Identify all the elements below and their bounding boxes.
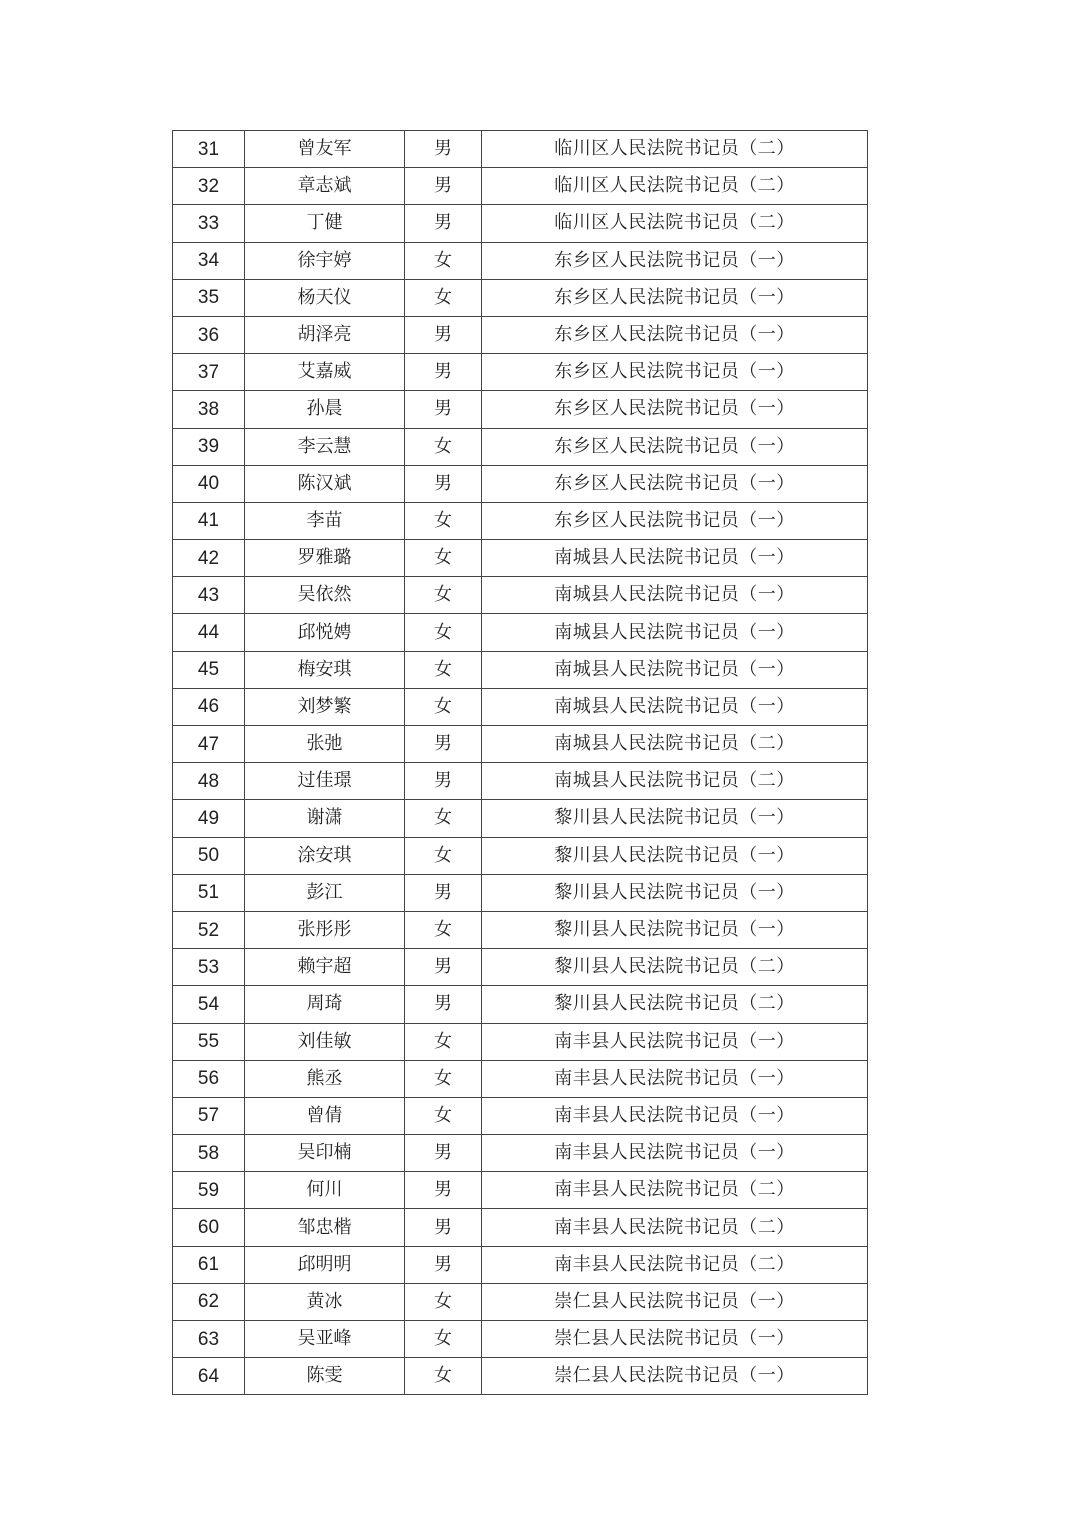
gender-cell: 男: [405, 354, 482, 391]
table-row: [173, 911, 868, 948]
position-cell: 东乡区人民法院书记员（一）: [482, 354, 868, 391]
table-row: [173, 986, 868, 1023]
table-row: [173, 279, 868, 316]
position-cell: 东乡区人民法院书记员（一）: [482, 428, 868, 465]
table-row: [173, 726, 868, 763]
person-name-cell: 丁健: [245, 205, 405, 242]
person-name-cell: 刘佳敏: [245, 1023, 405, 1060]
gender-cell: 女: [405, 279, 482, 316]
table-row: [173, 614, 868, 651]
row-number-cell: 53: [173, 949, 245, 986]
gender-cell: 男: [405, 874, 482, 911]
person-name-cell: 吴印楠: [245, 1135, 405, 1172]
person-name-cell: 曾友军: [245, 131, 405, 168]
gender-cell: 男: [405, 131, 482, 168]
table-row: [173, 1023, 868, 1060]
row-number-cell: 48: [173, 763, 245, 800]
gender-cell: 男: [405, 205, 482, 242]
position-cell: 黎川县人民法院书记员（一）: [482, 800, 868, 837]
table-row: [173, 428, 868, 465]
gender-cell: 男: [405, 1246, 482, 1283]
position-cell: 临川区人民法院书记员（二）: [482, 131, 868, 168]
position-cell: 黎川县人民法院书记员（一）: [482, 837, 868, 874]
table-row: [173, 874, 868, 911]
position-cell: 黎川县人民法院书记员（二）: [482, 949, 868, 986]
position-cell: 南城县人民法院书记员（一）: [482, 540, 868, 577]
gender-cell: 男: [405, 168, 482, 205]
person-name-cell: 艾嘉威: [245, 354, 405, 391]
table-row: [173, 1321, 868, 1358]
table-row: [173, 800, 868, 837]
gender-cell: 女: [405, 1023, 482, 1060]
table-row: [173, 465, 868, 502]
position-cell: 临川区人民法院书记员（二）: [482, 168, 868, 205]
person-name-cell: 谢潇: [245, 800, 405, 837]
table-row: [173, 1097, 868, 1134]
table-row: [173, 837, 868, 874]
person-name-cell: 徐宇婷: [245, 242, 405, 279]
position-cell: 黎川县人民法院书记员（一）: [482, 874, 868, 911]
table-row: [173, 242, 868, 279]
row-number-cell: 64: [173, 1358, 245, 1395]
gender-cell: 女: [405, 1321, 482, 1358]
gender-cell: 男: [405, 763, 482, 800]
person-name-cell: 胡泽亮: [245, 316, 405, 353]
row-number-cell: 39: [173, 428, 245, 465]
roster-table: [172, 130, 868, 1395]
gender-cell: 男: [405, 391, 482, 428]
table-row: [173, 651, 868, 688]
person-name-cell: 张彤彤: [245, 911, 405, 948]
gender-cell: 女: [405, 1060, 482, 1097]
person-name-cell: 彭江: [245, 874, 405, 911]
row-number-cell: 36: [173, 316, 245, 353]
table-row: [173, 540, 868, 577]
row-number-cell: 63: [173, 1321, 245, 1358]
row-number-cell: 51: [173, 874, 245, 911]
table-row: [173, 577, 868, 614]
table-row: [173, 1172, 868, 1209]
person-name-cell: 陈雯: [245, 1358, 405, 1395]
position-cell: 南城县人民法院书记员（一）: [482, 614, 868, 651]
row-number-cell: 41: [173, 502, 245, 539]
row-number-cell: 31: [173, 131, 245, 168]
position-cell: 南丰县人民法院书记员（一）: [482, 1023, 868, 1060]
gender-cell: 女: [405, 911, 482, 948]
position-cell: 南丰县人民法院书记员（二）: [482, 1172, 868, 1209]
position-cell: 崇仁县人民法院书记员（一）: [482, 1283, 868, 1320]
position-cell: 东乡区人民法院书记员（一）: [482, 502, 868, 539]
position-cell: 黎川县人民法院书记员（二）: [482, 986, 868, 1023]
person-name-cell: 章志斌: [245, 168, 405, 205]
gender-cell: 女: [405, 837, 482, 874]
person-name-cell: 邱悦娉: [245, 614, 405, 651]
person-name-cell: 刘梦繁: [245, 688, 405, 725]
gender-cell: 女: [405, 1283, 482, 1320]
table-row: [173, 688, 868, 725]
position-cell: 南丰县人民法院书记员（一）: [482, 1097, 868, 1134]
roster-body: [173, 131, 868, 1395]
position-cell: 黎川县人民法院书记员（一）: [482, 911, 868, 948]
row-number-cell: 61: [173, 1246, 245, 1283]
gender-cell: 女: [405, 428, 482, 465]
position-cell: 南城县人民法院书记员（一）: [482, 577, 868, 614]
row-number-cell: 47: [173, 726, 245, 763]
person-name-cell: 罗雅璐: [245, 540, 405, 577]
table-row: [173, 502, 868, 539]
position-cell: 东乡区人民法院书记员（一）: [482, 465, 868, 502]
row-number-cell: 60: [173, 1209, 245, 1246]
row-number-cell: 62: [173, 1283, 245, 1320]
gender-cell: 男: [405, 465, 482, 502]
position-cell: 南城县人民法院书记员（二）: [482, 726, 868, 763]
position-cell: 南丰县人民法院书记员（一）: [482, 1135, 868, 1172]
gender-cell: 女: [405, 651, 482, 688]
row-number-cell: 52: [173, 911, 245, 948]
gender-cell: 男: [405, 986, 482, 1023]
table-row: [173, 168, 868, 205]
row-number-cell: 34: [173, 242, 245, 279]
row-number-cell: 57: [173, 1097, 245, 1134]
person-name-cell: 涂安琪: [245, 837, 405, 874]
row-number-cell: 45: [173, 651, 245, 688]
person-name-cell: 周琦: [245, 986, 405, 1023]
row-number-cell: 33: [173, 205, 245, 242]
gender-cell: 女: [405, 502, 482, 539]
row-number-cell: 49: [173, 800, 245, 837]
table-row: [173, 1135, 868, 1172]
position-cell: 东乡区人民法院书记员（一）: [482, 279, 868, 316]
person-name-cell: 赖宇超: [245, 949, 405, 986]
person-name-cell: 邹忠楷: [245, 1209, 405, 1246]
gender-cell: 女: [405, 688, 482, 725]
table-row: [173, 354, 868, 391]
position-cell: 崇仁县人民法院书记员（一）: [482, 1358, 868, 1395]
row-number-cell: 38: [173, 391, 245, 428]
person-name-cell: 杨天仪: [245, 279, 405, 316]
row-number-cell: 44: [173, 614, 245, 651]
gender-cell: 男: [405, 1172, 482, 1209]
table-row: [173, 1283, 868, 1320]
table-row: [173, 1358, 868, 1395]
person-name-cell: 梅安琪: [245, 651, 405, 688]
table-row: [173, 1246, 868, 1283]
position-cell: 南城县人民法院书记员（一）: [482, 651, 868, 688]
gender-cell: 男: [405, 1135, 482, 1172]
row-number-cell: 46: [173, 688, 245, 725]
person-name-cell: 黄冰: [245, 1283, 405, 1320]
row-number-cell: 55: [173, 1023, 245, 1060]
gender-cell: 男: [405, 1209, 482, 1246]
row-number-cell: 50: [173, 837, 245, 874]
row-number-cell: 40: [173, 465, 245, 502]
position-cell: 东乡区人民法院书记员（一）: [482, 242, 868, 279]
table-row: [173, 763, 868, 800]
person-name-cell: 张弛: [245, 726, 405, 763]
row-number-cell: 43: [173, 577, 245, 614]
gender-cell: 女: [405, 242, 482, 279]
gender-cell: 女: [405, 540, 482, 577]
person-name-cell: 陈汉斌: [245, 465, 405, 502]
position-cell: 崇仁县人民法院书记员（一）: [482, 1321, 868, 1358]
person-name-cell: 曾倩: [245, 1097, 405, 1134]
person-name-cell: 李苗: [245, 502, 405, 539]
table-row: [173, 205, 868, 242]
table-row: [173, 949, 868, 986]
row-number-cell: 59: [173, 1172, 245, 1209]
row-number-cell: 32: [173, 168, 245, 205]
position-cell: 南城县人民法院书记员（二）: [482, 763, 868, 800]
gender-cell: 女: [405, 1358, 482, 1395]
row-number-cell: 35: [173, 279, 245, 316]
person-name-cell: 吴依然: [245, 577, 405, 614]
row-number-cell: 56: [173, 1060, 245, 1097]
person-name-cell: 邱明明: [245, 1246, 405, 1283]
position-cell: 东乡区人民法院书记员（一）: [482, 316, 868, 353]
person-name-cell: 熊丞: [245, 1060, 405, 1097]
gender-cell: 男: [405, 949, 482, 986]
gender-cell: 女: [405, 1097, 482, 1134]
table-row: [173, 1209, 868, 1246]
gender-cell: 女: [405, 614, 482, 651]
person-name-cell: 何川: [245, 1172, 405, 1209]
row-number-cell: 58: [173, 1135, 245, 1172]
row-number-cell: 42: [173, 540, 245, 577]
position-cell: 南丰县人民法院书记员（二）: [482, 1209, 868, 1246]
position-cell: 临川区人民法院书记员（二）: [482, 205, 868, 242]
table-row: [173, 1060, 868, 1097]
person-name-cell: 李云慧: [245, 428, 405, 465]
table-row: [173, 131, 868, 168]
person-name-cell: 吴亚峰: [245, 1321, 405, 1358]
gender-cell: 男: [405, 316, 482, 353]
gender-cell: 女: [405, 577, 482, 614]
row-number-cell: 37: [173, 354, 245, 391]
position-cell: 南丰县人民法院书记员（一）: [482, 1060, 868, 1097]
position-cell: 东乡区人民法院书记员（一）: [482, 391, 868, 428]
person-name-cell: 过佳璟: [245, 763, 405, 800]
table-row: [173, 391, 868, 428]
position-cell: 南丰县人民法院书记员（二）: [482, 1246, 868, 1283]
gender-cell: 男: [405, 726, 482, 763]
position-cell: 南城县人民法院书记员（一）: [482, 688, 868, 725]
person-name-cell: 孙晨: [245, 391, 405, 428]
gender-cell: 女: [405, 800, 482, 837]
row-number-cell: 54: [173, 986, 245, 1023]
table-row: [173, 316, 868, 353]
